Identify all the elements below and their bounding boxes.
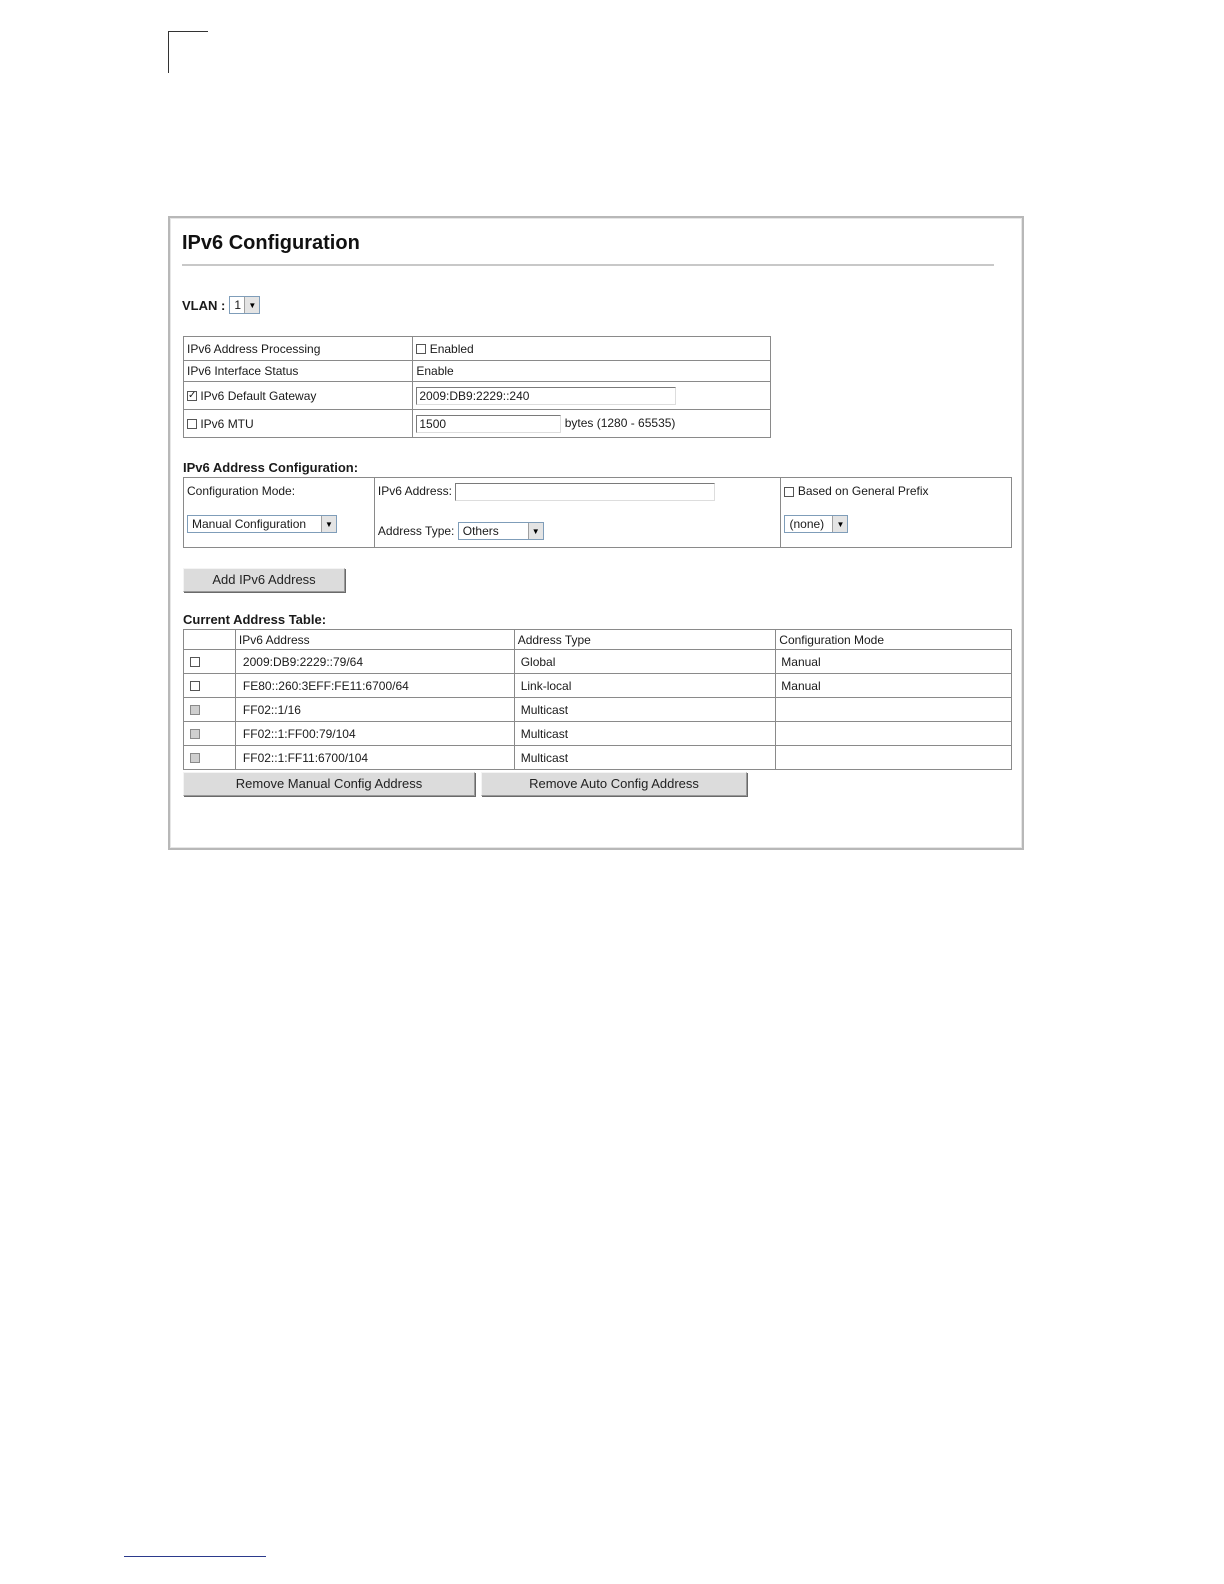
- default-gateway-label: IPv6 Default Gateway: [200, 388, 317, 403]
- default-gateway-cell: [184, 382, 413, 410]
- address-processing-label: IPv6 Address Processing: [184, 337, 413, 361]
- general-prefix-select[interactable]: (none) ▼: [784, 515, 848, 533]
- row-checkbox[interactable]: [190, 657, 200, 667]
- vlan-select[interactable]: 1 ▼: [229, 296, 260, 314]
- table-row: [184, 337, 771, 361]
- column-header-mode: Configuration Mode: [776, 630, 1012, 650]
- address-type-label: Address Type:: [377, 524, 455, 538]
- config-panel: [168, 216, 1024, 850]
- row-mode: [776, 698, 1012, 722]
- ipv6-address-label: IPv6 Address:: [377, 484, 452, 499]
- row-address: FF02::1:FF00:79/104: [235, 722, 514, 746]
- address-config-table: [183, 477, 1012, 548]
- column-header-select: [184, 630, 236, 650]
- mtu-input-cell: [413, 410, 771, 438]
- table-row: [184, 722, 1012, 746]
- row-checkbox: [190, 729, 200, 739]
- row-checkbox[interactable]: [190, 681, 200, 691]
- mtu-input[interactable]: 1500: [416, 415, 561, 433]
- default-gateway-input-cell: [413, 382, 771, 410]
- table-row: [184, 674, 1012, 698]
- column-header-type: Address Type: [514, 630, 776, 650]
- ipv6-address-cell: [374, 478, 781, 548]
- row-checkbox: [190, 753, 200, 763]
- chevron-down-icon: ▼: [244, 297, 259, 313]
- address-config-heading: IPv6 Address Configuration:: [183, 460, 359, 475]
- address-processing-cell: [413, 337, 771, 361]
- general-prefix-checkbox[interactable]: [784, 487, 794, 497]
- crop-mark-horizontal: [168, 31, 208, 32]
- address-processing-checkbox-label: Enabled: [429, 341, 474, 356]
- row-select-cell: [184, 674, 236, 698]
- row-address: FE80::260:3EFF:FE11:6700/64: [235, 674, 514, 698]
- row-mode: [776, 746, 1012, 770]
- config-mode-select[interactable]: Manual Configuration ▼: [187, 515, 337, 533]
- remove-auto-config-button[interactable]: Remove Auto Config Address: [481, 772, 747, 796]
- table-row: [184, 361, 771, 382]
- row-select-cell: [184, 746, 236, 770]
- row-type: Link-local: [514, 674, 776, 698]
- default-gateway-input[interactable]: 2009:DB9:2229::240: [416, 387, 676, 405]
- interface-status-label: IPv6 Interface Status: [184, 361, 413, 382]
- default-gateway-checkbox[interactable]: ✓: [188, 390, 197, 402]
- row-mode: Manual: [776, 674, 1012, 698]
- row-type: Multicast: [514, 746, 776, 770]
- config-mode-cell: [184, 478, 375, 548]
- table-row: [184, 410, 771, 438]
- row-select-cell: [184, 722, 236, 746]
- chevron-down-icon: ▼: [832, 516, 847, 532]
- table-row: [184, 382, 771, 410]
- table-row: [184, 698, 1012, 722]
- config-mode-label: Configuration Mode:: [187, 484, 296, 498]
- mtu-label: IPv6 MTU: [200, 416, 254, 431]
- row-type: Global: [514, 650, 776, 674]
- chevron-down-icon: ▼: [528, 523, 543, 539]
- row-mode: [776, 722, 1012, 746]
- ipv6-address-input[interactable]: [455, 483, 715, 501]
- vlan-row: [182, 296, 260, 314]
- table-row: [184, 746, 1012, 770]
- title-divider: [182, 264, 994, 266]
- current-address-table-heading: Current Address Table:: [183, 612, 327, 627]
- interface-status-value: Enable: [413, 361, 771, 382]
- general-prefix-label: Based on General Prefix: [797, 484, 929, 498]
- row-mode: Manual: [776, 650, 1012, 674]
- table-header-row: [184, 630, 1012, 650]
- address-type-select[interactable]: Others ▼: [458, 522, 544, 540]
- table-row: [184, 650, 1012, 674]
- vlan-label: VLAN :: [182, 297, 226, 313]
- table-row: [184, 478, 1012, 548]
- row-address: 2009:DB9:2229::79/64: [235, 650, 514, 674]
- mtu-checkbox[interactable]: [187, 419, 197, 429]
- row-checkbox: [190, 705, 200, 715]
- crop-mark-vertical: [168, 31, 169, 73]
- chevron-down-icon: ▼: [321, 516, 336, 532]
- ipv6-settings-table: [183, 336, 771, 438]
- column-header-address: IPv6 Address: [235, 630, 514, 650]
- row-type: Multicast: [514, 722, 776, 746]
- footer-rule: [124, 1556, 266, 1557]
- current-address-table: [183, 629, 1012, 770]
- add-ipv6-address-button[interactable]: Add IPv6 Address: [183, 568, 345, 592]
- row-address: FF02::1/16: [235, 698, 514, 722]
- address-processing-checkbox[interactable]: [416, 344, 426, 354]
- row-select-cell: [184, 698, 236, 722]
- row-address: FF02::1:FF11:6700/104: [235, 746, 514, 770]
- row-select-cell: [184, 650, 236, 674]
- mtu-cell: [184, 410, 413, 438]
- row-type: Multicast: [514, 698, 776, 722]
- general-prefix-cell: [781, 478, 1012, 548]
- remove-manual-config-button[interactable]: Remove Manual Config Address: [183, 772, 475, 796]
- mtu-unit: bytes (1280 - 65535): [564, 415, 676, 430]
- page-title: IPv6 Configuration: [182, 232, 360, 254]
